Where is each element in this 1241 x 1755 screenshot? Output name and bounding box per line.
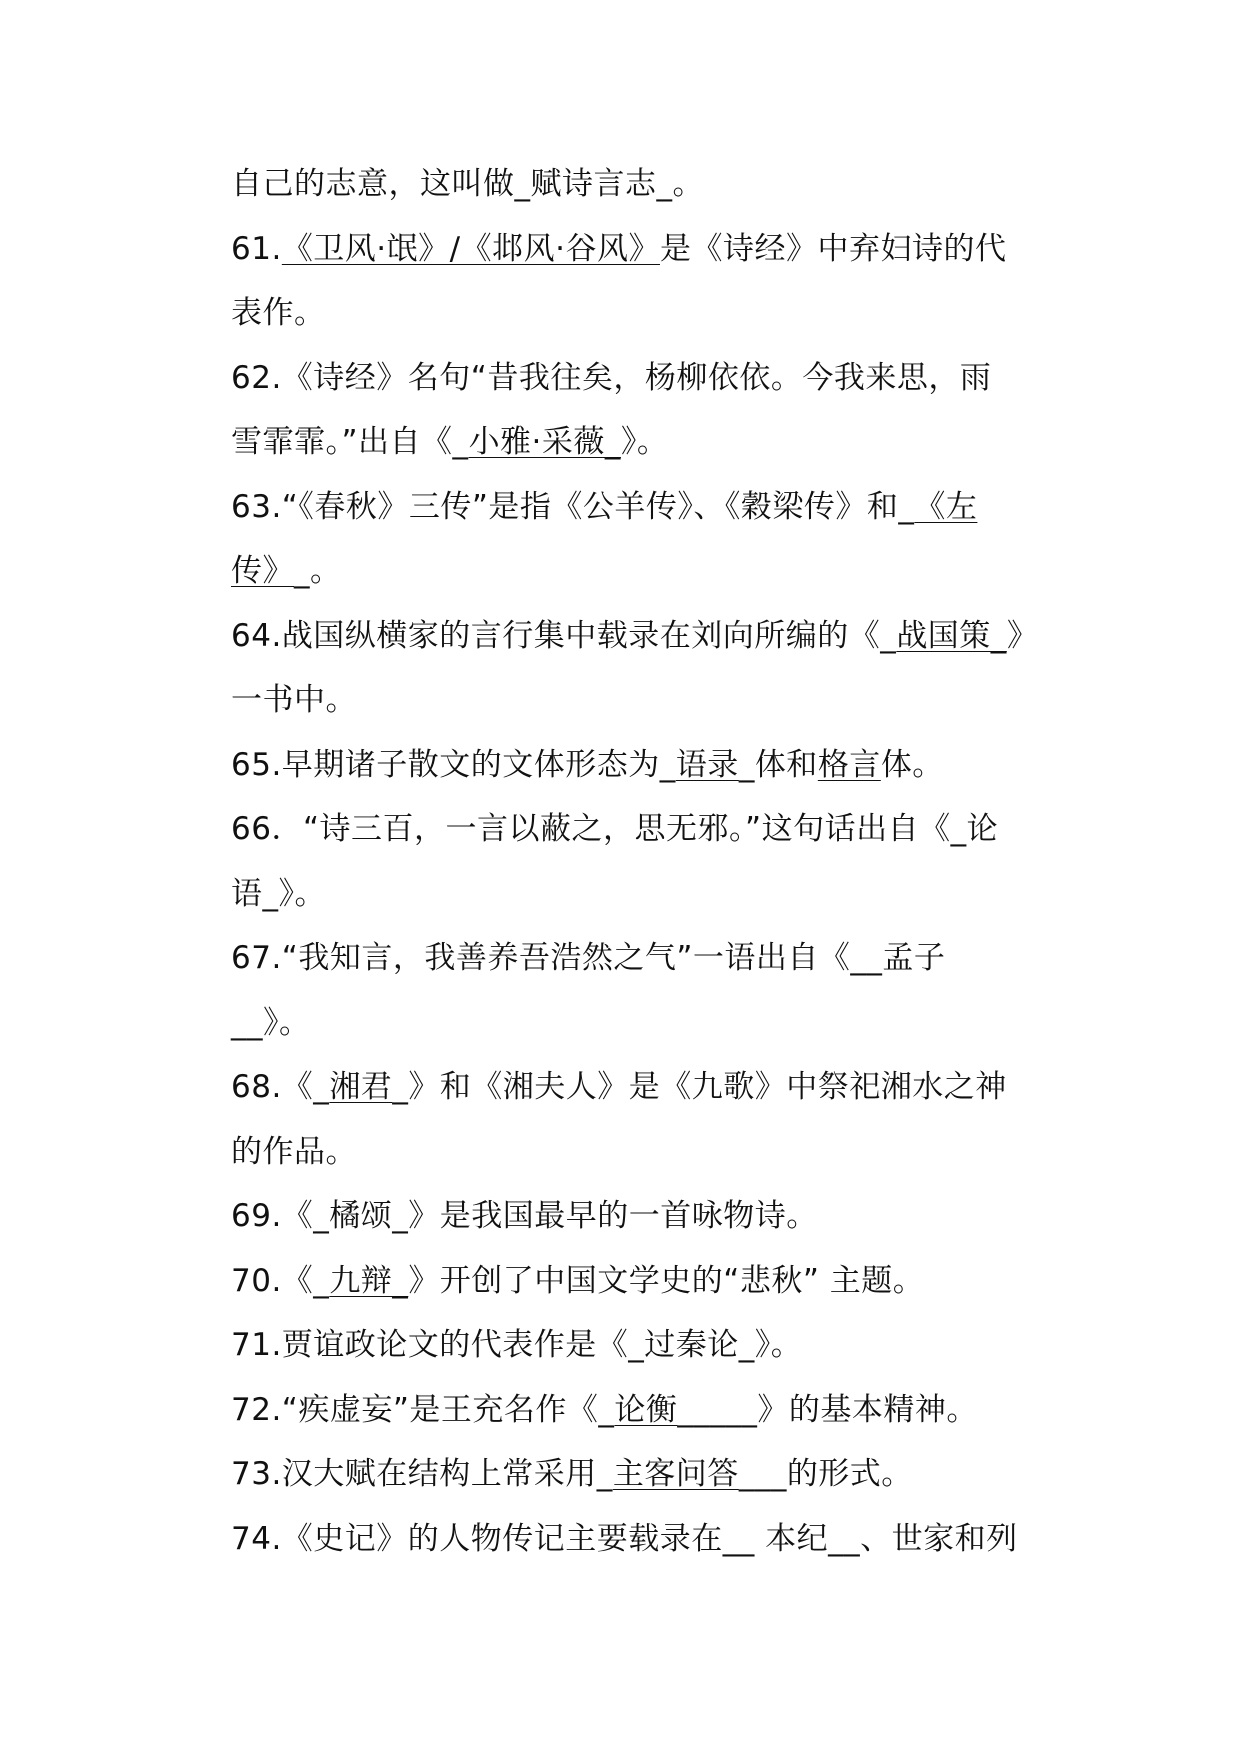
text-segment: 65.早期诸子散文的文体形态为_ (231, 746, 676, 783)
text-line (231, 410, 1051, 475)
text-line (231, 475, 1051, 540)
text-line (231, 1507, 1051, 1572)
text-segment: 体。 (880, 746, 944, 783)
text-line (231, 926, 1051, 991)
text-segment: 67.“我知言，我善养吾浩然之气”一语出自《__孟子 (231, 940, 946, 976)
text-line (231, 281, 1051, 346)
text-line (231, 217, 1051, 282)
text-segment: 68.《_ (231, 1069, 330, 1105)
text-line (231, 862, 1051, 927)
underlined-answer: 语录 (675, 746, 739, 783)
text-segment: 64.战国纵横家的言行集中载录在刘向所编的《_ (231, 617, 897, 654)
underlined-answer: 小雅·采薇_ (468, 424, 621, 460)
text-segment: 语_》。 (231, 875, 326, 912)
text-line (231, 991, 1051, 1056)
text-segment: 雪霏霏。”出自《_ (231, 424, 469, 460)
text-line (231, 1249, 1051, 1314)
text-segment: __》。 (231, 1004, 311, 1041)
text-segment: _》和《湘夫人》是《九歌》中祭祀湘水之神 (392, 1069, 1007, 1105)
underlined-answer: 《卫风·氓》/《邶风·谷风》 (281, 230, 660, 267)
text-segment: 70.《_ (231, 1262, 330, 1299)
document-body (231, 152, 1051, 1571)
text-segment: 》 (1006, 617, 1039, 654)
underlined-answer: 九辩_ (329, 1262, 409, 1299)
text-line (231, 668, 1051, 733)
text-segment: _体和 (738, 746, 818, 783)
text-segment: _____》的基本精神。 (677, 1391, 978, 1428)
text-segment: 》开创了中国文学史的“悲秋” 主题。 (408, 1262, 925, 1299)
underlined-answer: 《左 (914, 488, 978, 525)
text-line (231, 1120, 1051, 1185)
text-segment: 71.贾谊政论文的代表作是《_过秦论_》。 (231, 1327, 803, 1363)
text-segment: 一书中。 (231, 682, 357, 718)
text-segment: 61. (231, 230, 282, 267)
text-line (231, 152, 1051, 217)
text-line (231, 797, 1051, 862)
text-line (231, 604, 1051, 669)
underlined-answer: 湘君 (329, 1069, 393, 1105)
text-line (231, 539, 1051, 604)
text-line (231, 733, 1051, 798)
text-line (231, 1378, 1051, 1443)
underlined-answer: 传》 (231, 553, 294, 589)
underlined-answer: 战国策_ (896, 617, 1007, 654)
text-segment: 》。 (620, 424, 669, 460)
text-line (231, 1055, 1051, 1120)
text-line (231, 1442, 1051, 1507)
text-segment: 66．“诗三百，一言以蔽之，思无邪。”这句话出自《_论 (231, 811, 999, 847)
text-segment: 的作品。 (231, 1133, 357, 1170)
text-segment: 69.《_橘颂_》是我国最早的一首咏物诗。 (231, 1198, 818, 1234)
text-segment: 是《诗经》中弃妇诗的代 (659, 230, 1007, 267)
text-segment: ___的形式。 (738, 1456, 913, 1492)
text-segment: 63.“《春秋》三传”是指《公羊传》、《穀梁传》和_ (231, 488, 915, 525)
text-line (231, 1313, 1051, 1378)
underlined-answer: 主客问答 (612, 1456, 739, 1492)
text-segment: 62.《诗经》名句“昔我往矣，杨柳依依。今我来思，雨 (231, 359, 992, 396)
text-segment: 表作。 (231, 295, 326, 331)
text-segment: 72.“疾虚妄”是王充名作《_ (231, 1391, 615, 1428)
text-segment: 74.《史记》的人物传记主要载录在__ 本纪__、世家和列 (231, 1520, 1018, 1557)
underlined-answer: 格言 (817, 746, 881, 783)
text-segment: 自己的志意，这叫做_赋诗言志_。 (231, 166, 704, 202)
text-segment: 73.汉大赋在结构上常采用_ (231, 1456, 613, 1492)
text-line (231, 346, 1051, 411)
underlined-answer: 论衡 (614, 1391, 678, 1428)
text-segment: _。 (294, 553, 342, 589)
text-line (231, 1184, 1051, 1249)
